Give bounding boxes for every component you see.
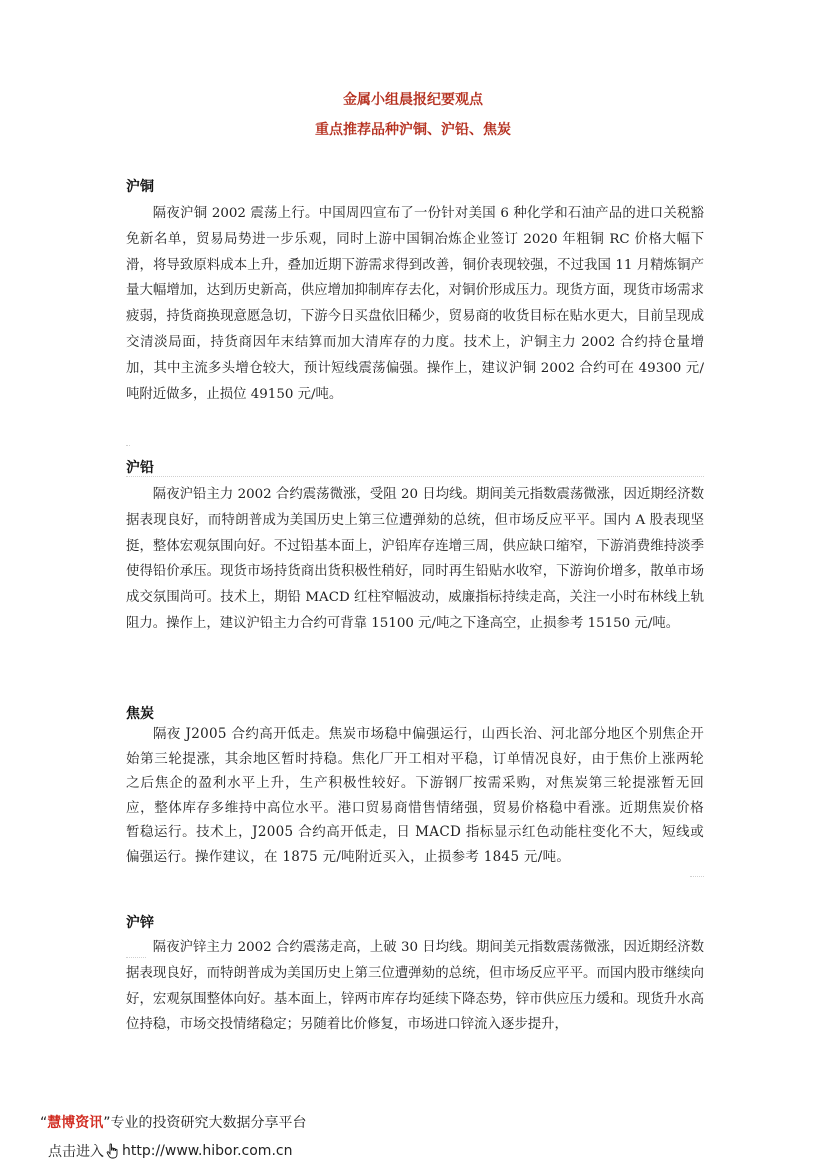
divider bbox=[126, 445, 130, 446]
link-prefix: 点击进入 bbox=[48, 1144, 104, 1160]
section-text-zinc: 隔夜沪锌主力 2002 合约震荡走高，上破 30 日均线。期间美元指数震荡微涨，因近期经济数据表现良好，而特朗普成为美国历史上第三位遭弹劾的总统，但市场反应平平。而国内股市继续向好，宏观氛围整体向好。基本面上，锌两市库存均延续下降态势，锌市供应压力缓和。现货升水高位持稳，市场交投情绪稳定；另随着比价修复，市场进口锌流入逐步提升， bbox=[126, 940, 704, 1033]
section-heading-lead: 沪铅 bbox=[126, 460, 154, 476]
report-subtitle: 重点推荐品种沪铜、沪铅、焦炭 bbox=[315, 122, 511, 138]
divider bbox=[126, 476, 704, 477]
divider bbox=[690, 876, 704, 877]
hand-cursor-icon bbox=[106, 1143, 120, 1159]
section-text-coke: 隔夜 J2005 合约高开低走。焦炭市场稳中偏强运行，山西长治、河北部分地区个别焦企开始第三轮提涨，其余地区暂时持稳。焦化厂开工相对平稳，订单情况良好，由于焦价上涨两轮之后焦企的盈利水平上升，生产积极性较好。下游钢厂按需采购，对焦炭第三轮提涨暂无回应，整体库存多维持中高位水平。港口贸易商惜售情绪强，贸易价格稳中看涨。近期焦炭价格暂稳运行。技术上，J2005 合约高开低走，日 MACD 指标显示红色动能柱变化不大，短线或偏强运行。操作建议，在 1875 元/吨附近买入，止损参考 1845 元/吨。 bbox=[126, 726, 704, 865]
section-text-copper: 隔夜沪铜 2002 震荡上行。中国周四宣布了一份针对美国 6 种化学和石油产品的进口关税豁免新名单，贸易局势进一步乐观，同时上游中国铜冶炼企业签订 2020 年粗铜 RC 价格大幅下滑，将导致原料成本上升，叠加近期下游需求得到改善，铜价表现较强，不过我国 11 月精炼铜产量大幅增加，达到历史新高，供应增加抑制库存去化，对铜价形成压力。现货方面，现货市场需求疲弱，持货商换现意愿急切，下游今日买盘依旧稀少，贸易商的收货目标在贴水更大，目前呈现成交清淡局面，持货商因年末结算而加大清库存的力度。技术上，沪铜主力 2002 合约持仓量增加，其中主流多头增仓较大，预计短线震荡偏强。操作上，建议沪铜 2002 合约可在 49300 元/吨附近做多，止损位 49150 元/吨。 bbox=[126, 206, 704, 402]
quote-close: ” bbox=[103, 1115, 111, 1131]
report-title: 金属小组晨报纪要观点 bbox=[343, 92, 483, 108]
footer-slogan bbox=[40, 1112, 307, 1132]
section-heading-zinc: 沪锌 bbox=[126, 915, 154, 931]
section-text-lead: 隔夜沪铅主力 2002 合约震荡微涨，受阻 20 日均线。期间美元指数震荡微涨，因近期经济数据表现良好，而特朗普成为美国历史上第三位遭弹劾的总统，但市场反应平平。国内 A 股表现坚挺，整体宏观氛围向好。不过铅基本面上，沪铅库存连增三周，供应缺口缩窄，下游消费维持淡季使得铅价承压。现货市场持货商出货积极性稍好，同时再生铅贴水收窄，下游询价增多，散单市场成交氛围尚可。技术上，期铅 MACD 红柱窄幅波动，威廉指标持续走高，关注一小时布林线上轨阻力。操作上，建议沪铅主力合约可背靠 15100 元/吨之下逢高空，止损参考 15150 元/吨。 bbox=[126, 487, 704, 631]
brand-name: 慧博资讯 bbox=[47, 1115, 104, 1131]
footer-link-row[interactable] bbox=[48, 1141, 292, 1161]
section-heading-coke: 焦炭 bbox=[126, 706, 154, 722]
quote-open: “ bbox=[40, 1115, 48, 1131]
site-link[interactable]: http://www.hibor.com.cn bbox=[122, 1143, 293, 1159]
section-heading-copper: 沪铜 bbox=[126, 179, 154, 195]
slogan-text: 专业的投资研究大数据分享平台 bbox=[110, 1115, 307, 1131]
